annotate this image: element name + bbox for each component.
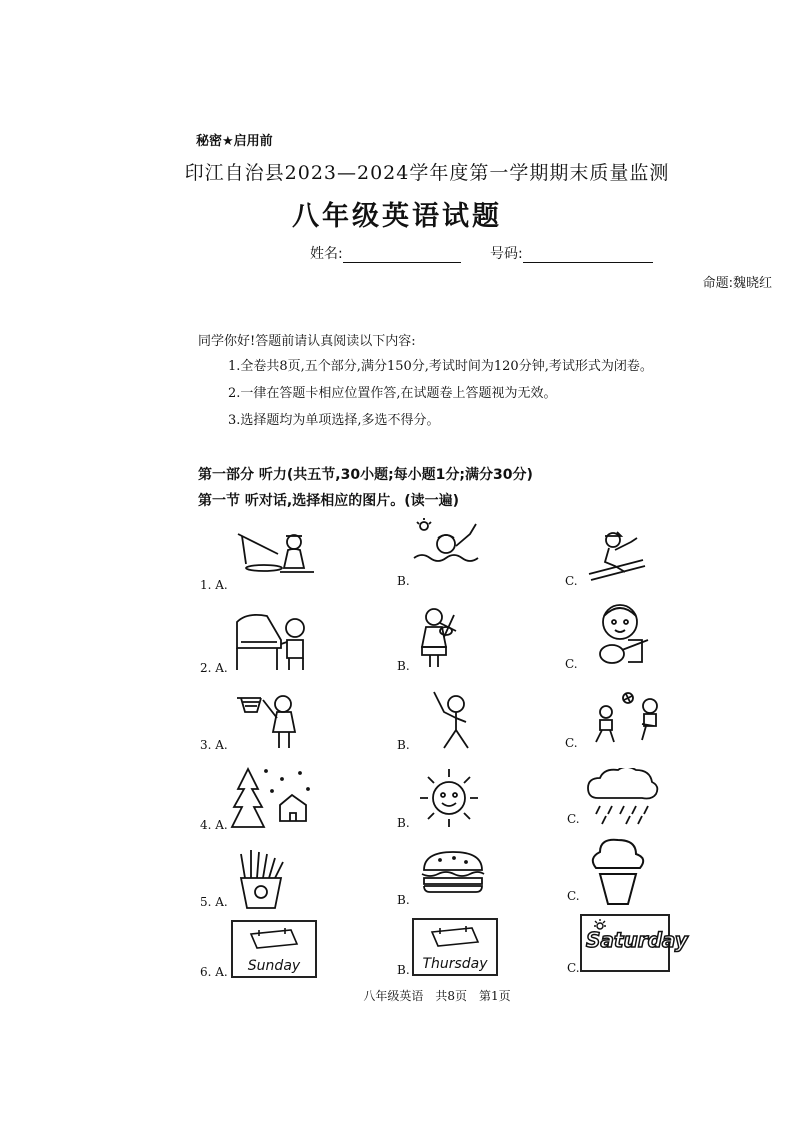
piano-icon	[233, 612, 323, 674]
part1-title: 第一部分 听力(共五节,30小题;每小题1分;满分30分)	[198, 467, 533, 483]
q4-a-label: 4. A.	[200, 818, 228, 832]
name-field[interactable]	[310, 243, 461, 263]
rule-1: 1.全卷共8页,五个部分,满分150分,考试时间为120分钟,考试形式为闭卷。	[228, 359, 653, 374]
saturday-word: Saturday	[586, 928, 688, 952]
sunny-icon	[416, 765, 482, 831]
exam-title: 印江自治县2023—2024学年度第一学期期末质量监测	[184, 162, 670, 184]
number-blank[interactable]	[523, 246, 653, 263]
q3-c-label: C.	[565, 736, 578, 750]
q2-a-label: 2. A.	[200, 661, 228, 675]
name-label: 姓名:	[310, 246, 343, 262]
q2-c-label: C.	[565, 657, 578, 671]
hamburger-icon	[420, 850, 486, 894]
q5-a-label: 5. A.	[200, 895, 228, 909]
swimming-icon	[408, 518, 498, 568]
fishing-icon	[234, 528, 320, 578]
q3-a-label: 3. A.	[200, 738, 228, 752]
q5-b-label: B.	[397, 893, 410, 907]
name-blank[interactable]	[343, 246, 461, 263]
section1-title: 第一节 听对话,选择相应的图片。(读一遍)	[198, 493, 459, 509]
calendar-icon	[430, 924, 480, 950]
ice-cream-icon	[586, 838, 648, 908]
author-label: 命题:魏晓红	[702, 276, 772, 291]
rule-2: 2.一律在答题卡相应位置作答,在试题卷上答题视为无效。	[228, 386, 557, 401]
thursday-card	[412, 918, 498, 976]
guitar-icon	[588, 600, 654, 670]
sunday-card	[231, 920, 317, 978]
q4-c-label: C.	[567, 812, 580, 826]
number-field[interactable]	[490, 243, 653, 263]
thursday-word: Thursday	[422, 956, 488, 972]
baseball-icon	[428, 688, 480, 752]
number-label: 号码:	[490, 246, 523, 262]
q3-b-label: B.	[397, 738, 410, 752]
notice-intro: 同学你好!答题前请认真阅读以下内容:	[198, 334, 416, 349]
calendar-icon	[249, 926, 299, 952]
q1-c-label: C.	[565, 574, 578, 588]
secret-label: 秘密★启用前	[196, 134, 273, 149]
q6-a-label: 6. A.	[200, 965, 228, 979]
q4-b-label: B.	[397, 816, 410, 830]
rainy-icon	[586, 768, 662, 828]
violin-icon	[410, 605, 466, 671]
exam-subtitle: 八年级英语试题	[292, 201, 502, 232]
soccer-icon	[582, 688, 670, 746]
skiing-icon	[585, 530, 655, 585]
q2-b-label: B.	[397, 659, 410, 673]
page-footer: 八年级英语 共8页 第1页	[363, 989, 511, 1003]
fries-icon	[233, 848, 289, 912]
q1-a-label: 1. A.	[200, 578, 228, 592]
sunday-word: Sunday	[247, 958, 301, 974]
q5-c-label: C.	[567, 889, 580, 903]
q6-c-label: C.	[567, 961, 580, 975]
rule-3: 3.选择题均为单项选择,多选不得分。	[228, 413, 440, 428]
q1-b-label: B.	[397, 574, 410, 588]
q6-b-label: B.	[397, 963, 410, 977]
snowy-icon	[230, 765, 316, 833]
basketball-icon	[233, 690, 309, 752]
saturday-card	[580, 914, 688, 972]
